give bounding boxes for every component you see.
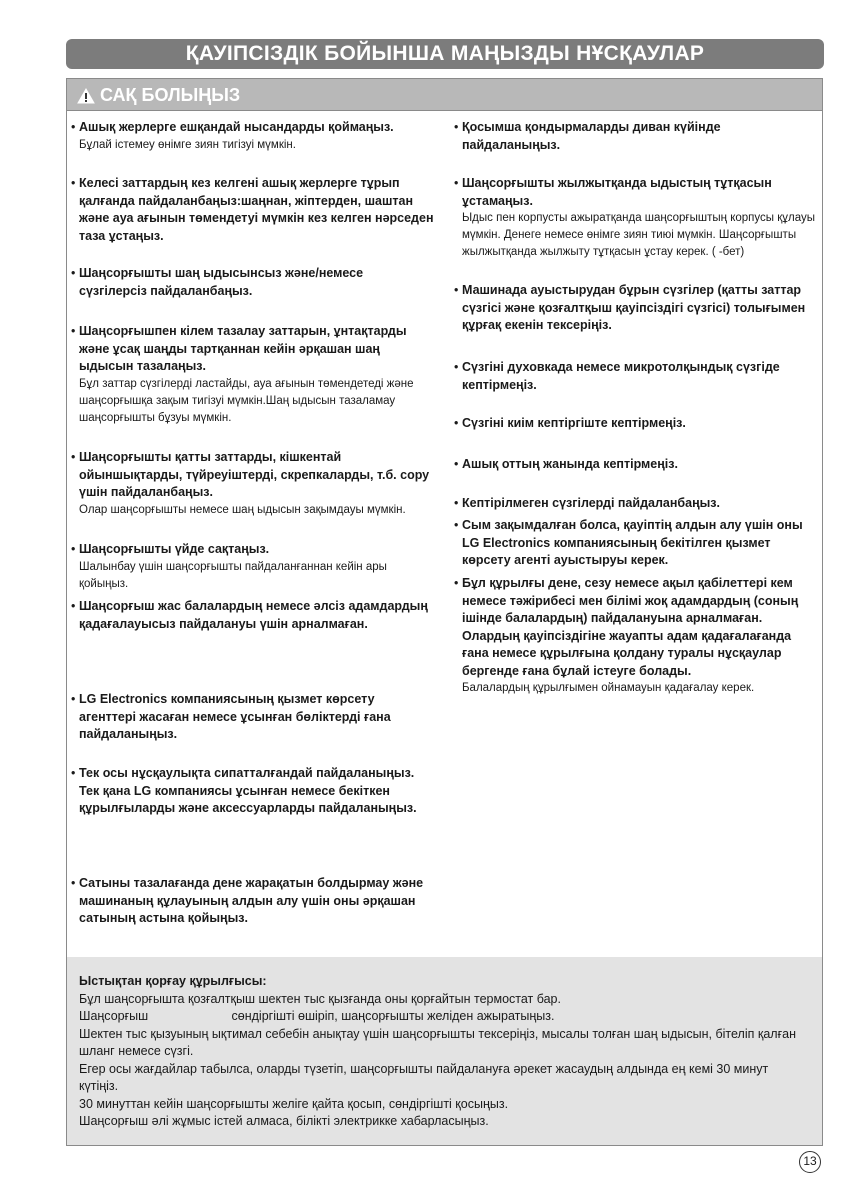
left-item-6: • Шаңсорғышты үйде сақтаңыз. Шалынбау үшін шаңсорғышты пайдаланғаннан кейін ары қойыңыз.: [71, 542, 387, 590]
right-item-3: • Машинада ауыстырудан бұрын сүзгілер (қатты заттар сүзгісі және қозғалтқыш қауіпсіздігі сүзгісі) толығымен құрғақ екенін тексеріңіз.: [454, 283, 806, 332]
left-item-1: • Ашық жерлерге ешқандай нысандарды қоймаңыз. Бұлай істемеу өнімге зиян тигізуі мүмкін.: [71, 120, 394, 151]
thermal-title: Ыстықтан қорғау құрылғысы:: [79, 974, 267, 988]
left-item-8: • LG Electronics компаниясының қызмет көрсету агенттері жасаған немесе ұсынған бөліктерді ғана пайдаланыңыз.: [71, 692, 391, 741]
page-number: 13: [799, 1151, 821, 1173]
left-item-5: • Шаңсорғышты қатты заттарды, кішкентай ойыншықтарды, түйреуіштерді, скрепкаларды, т.б. сору үшін пайдаланбаңыз. Олар шаңсорғышты немесе шаң ыдысын зақымдауы мүмкін.: [71, 450, 430, 516]
left-item-4: • Шаңсорғышпен кілем тазалау заттарын, ұнтақтарды және ұсақ шаңды тартқаннан кейін әрқашан шаң ыдысын тазалаңыз. Бұл заттар сүзгілерді ластайды, ауа ағынын төмендетеді және шаңсорғышқа зақым тигізуі мүмкін.Шаң ыдысын тазаламау шаңсорғышты бұзуы мүмкін.: [71, 324, 414, 424]
left-item-10: • Сатыны тазалағанда дене жарақатын болдырмау және машинаның құлауының алдын алу үшін оны әрқашан сатының астына қойыңыз.: [71, 876, 424, 925]
left-item-2: • Келесі заттардың кез келгені ашық жерлерге тұрып қалғанда пайдаланбаңыз:шаңнан, жіптерден, шаштан және ауа ағынын төмендетуі мүмкін кез келген нәрседен таза ұстаңыз.: [71, 176, 434, 243]
thermal-line: Шаңсорғыш сөндіргішті өшіріп, шаңсорғышты желіден ажыратыңыз.: [79, 1009, 555, 1023]
caution-label: САҚ БОЛЫҢЫЗ: [100, 85, 241, 105]
caution-header: [67, 79, 822, 111]
right-item-2: • Шаңсорғышты жылжытқанда ыдыстың тұтқасын ұстамаңыз. Ыдыс пен корпусты ажыратқанда шаңсорғыштың корпусы құлауы мүмкін. Денеге немесе өнімге зиян тиюі мүмкін. Шаңсорғышты жылжытқанда жылжыту тұтқасын ұстау керек. ( -бет): [454, 176, 815, 258]
right-item-4: • Сүзгіні духовкада немесе микротолқындық сүзгіде кептірмеңіз.: [454, 360, 780, 392]
right-item-1: • Қосымша қондырмаларды диван күйінде пайдаланыңыз.: [454, 120, 721, 152]
right-item-6: • Ашық оттың жанында кептірмеңіз.: [454, 457, 678, 471]
page-title: ҚАУІПСІЗДІК БОЙЫНША МАҢЫЗДЫ НҰСҚАУЛАР: [66, 39, 824, 69]
thermal-line: 30 минуттан кейін шаңсорғышты желіге қайта қосып, сөндіргішті қосыңыз.: [79, 1096, 509, 1111]
thermal-line: Шектен тыс қызуының ықтимал себебін анықтау үшін шаңсорғышты тексеріңіз, мысалы толған шаң ыдысын, бітеліп қалған шланг немесе сүзгі.: [79, 1026, 796, 1058]
thermal-protection-box: [67, 957, 822, 1145]
warning-triangle-icon: [77, 88, 95, 104]
right-item-8: • Сым зақымдалған болса, қауіптің алдын алу үшін оны LG Electronics компаниясының бекітілген қызмет көрсету агенті ауыстыруы керек.: [454, 518, 803, 567]
left-item-9: • Тек осы нұсқаулықта сипатталғандай пайдаланыңыз. Тек қана LG компаниясы ұсынған немесе бекіткен құрылғыларды және аксессуарларды пайдаланыңыз.: [71, 766, 417, 815]
thermal-line: Шаңсорғыш әлі жұмыс істей алмаса, білікті электрикке хабарласыңыз.: [79, 1114, 489, 1128]
caution-box: [66, 78, 823, 1146]
left-item-3: • Шаңсорғышты шаң ыдысынсыз және/немесе сүзгілерсіз пайдаланбаңыз.: [71, 266, 364, 298]
thermal-line: Егер осы жағдайлар табылса, оларды түзетіп, шаңсорғышты пайдалануға әрекет жасаудың алдында ең кемі 30 минут күтіңіз.: [79, 1061, 769, 1093]
left-item-7: • Шаңсорғыш жас балалардың немесе әлсіз адамдардың қадағалауысыз пайдалануы үшін арналмаған.: [71, 599, 428, 631]
thermal-line: Бұл шаңсорғышта қозғалтқыш шектен тыс қызғанда оны қорғайтын термостат бар.: [79, 991, 561, 1006]
right-item-7: • Кептірілмеген сүзгілерді пайдаланбаңыз.: [454, 496, 720, 510]
right-item-9: • Бұл құрылғы дене, сезу немесе ақыл қабілеттері кем немесе тәжірибесі мен білімі жоқ адамдардың (соның ішінде балалардың) пайдалануына арналмаған. Олардың қауіпсіздігіне жауапты адам қадағалағанда ғана немесе құрылғына қолдану туралы нұсқаулар бергенде ғана бұлай істеуге болады. Балалардың құрылғымен ойнамауын қадағалау керек.: [454, 576, 799, 694]
right-item-5: • Сүзгіні киім кептіргіште кептірмеңіз.: [454, 416, 686, 430]
